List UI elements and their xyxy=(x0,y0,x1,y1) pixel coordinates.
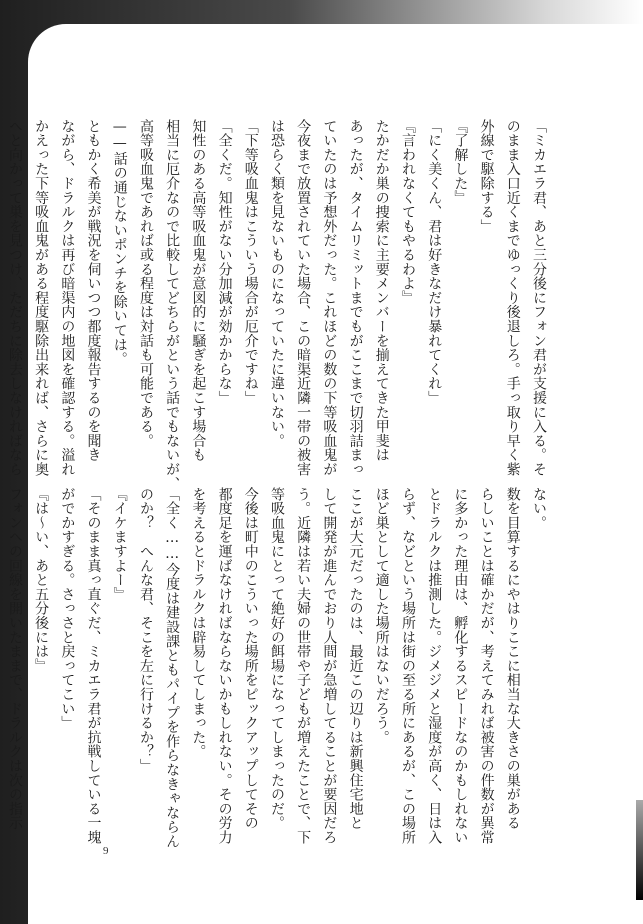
page-number: 9 xyxy=(103,845,109,857)
upper-text-block: 「ミカエラ君、あと三分後にフォン君が支援に入る。そ のまま入口近くまでゆっくり後退しろ。手っ取り早く紫 外線で駆除する」 『了解した』 「にく美くん、君は好きなだけ暴れてくれ」 『言われなくてもやるわよ』 たかだか巣の捜索に主要メンバーを揃えてきた甲斐は あったが、タイムリミットまでもがここまで切羽詰まっ ていたのは予想外だった。これほどの数の下等吸血鬼が 今夜まで放置されていた場合、この暗渠近隣一帯の被害 は恐らく類を見ないものになっていたに違いない。 「下等吸血鬼はこういう場合が厄介ですね」 「全くだ。知性がない分加減が効かからな」 知性のある高等吸血鬼が意図的に騒ぎを起こす場合も 相当に厄介なので比較してどちらがという話でもないが、 高等吸血鬼であれば或る程度は対話も可能である。 ——話の通じないポンチを除いては。 ともかく希美が戦況を伺いつつ都度報告するのを聞き ながら、ドラルクは再び暗渠内の地図を確認する。溢れ かえった下等吸血鬼がある程度駆除出来れば、さらに奥 へと向かって巣を見つけ、ただちに除去しなければなら xyxy=(6,119,547,491)
book-page xyxy=(6,24,643,924)
lower-text-block: ない。 数を目算するにやはりここに相当な大きさの巣がある らしいことは確かだが、考えてみれば被害の件数が異常 に多かった理由は、孵化するスピードなのかもしれない とドラルクは推測した。ジメジメと湿度が高く、日は入 らず、などという場所は街の至る所にあるが、この場所 ほど巣として適した場所はないだろう。 ここが大元だったのは、最近この辺りは新興住宅地と して開発が進んでおり人間が急増してることが要因だろ う。近隣は若い夫婦の世帯や子どもが増えたことで、下 等吸血鬼にとって絶好の餌場になってしまったのだ。 今後は町中のこういった場所をピックアップしてその 都度足を運ばなければならないかもしれない。その労力 を考えるとドラルクは辟易してしまった。 「全く……今度は建設課ともパイプを作らなきゃならん のか？ へんな君、そこを左に行けるか？」 『イケますよー』 「そのまま真っ直ぐだ、ミカエラ君が抗戦している一塊 がでかすぎる。さっさと戻ってこい」 『は～い、あと五分後には』 フォンへの回線を開いたままで、ドラルクは次の指示 xyxy=(6,487,547,849)
page-edge-shadow xyxy=(636,800,643,900)
